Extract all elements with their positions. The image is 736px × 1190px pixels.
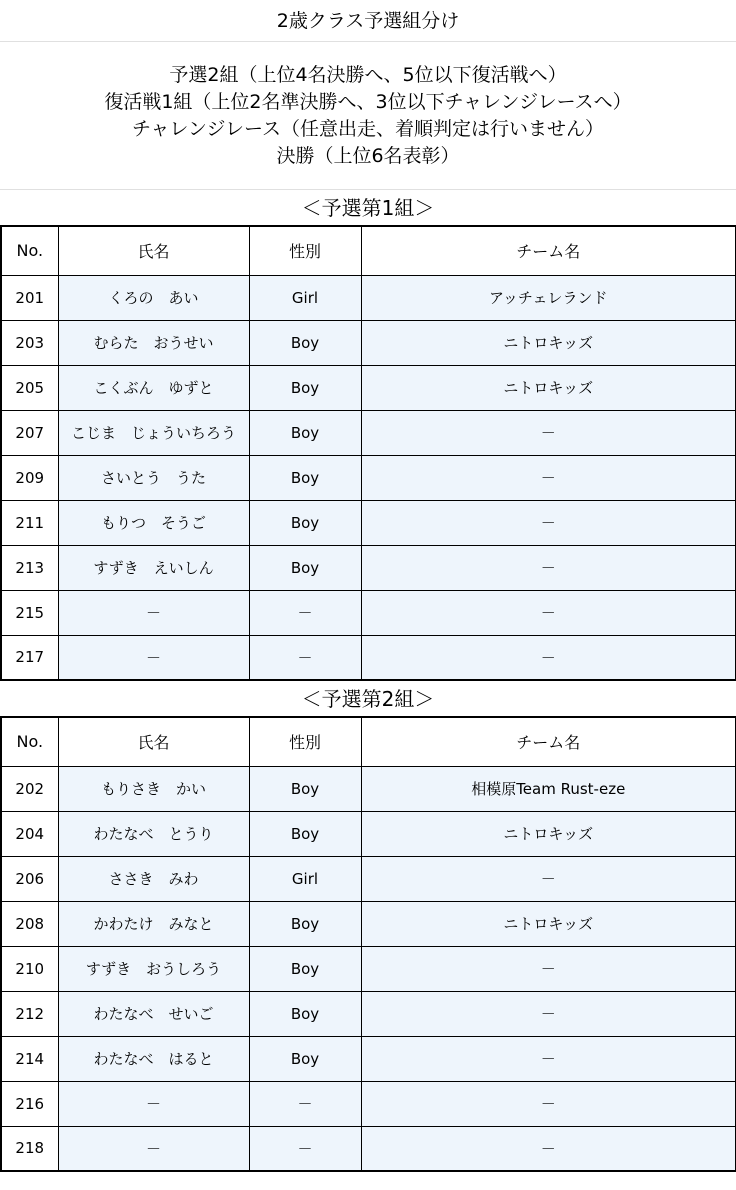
entry-team-cell: － (361, 991, 736, 1036)
table-row (1, 545, 736, 590)
entry-team-cell: － (361, 545, 736, 590)
entry-team-cell: － (361, 856, 736, 901)
entry-number-cell: 216 (1, 1081, 58, 1126)
entry-team-cell: － (361, 946, 736, 991)
entry-number-cell: 206 (1, 856, 58, 901)
entry-number-cell: 214 (1, 1036, 58, 1081)
entry-gender-cell: － (249, 635, 361, 680)
entry-name-cell: くろの あい (58, 275, 249, 320)
entry-team-cell: － (361, 410, 736, 455)
entry-team-cell: － (361, 1126, 736, 1171)
entry-gender-cell: Boy (249, 500, 361, 545)
rule-line: チャレンジレース（任意出走、着順判定は行いません） (131, 118, 605, 140)
table-header-row (1, 226, 736, 275)
entry-number-cell: 213 (1, 545, 58, 590)
entry-team-cell: アッチェレランド (361, 275, 736, 320)
entry-number-cell: 215 (1, 590, 58, 635)
entry-name-cell: かわたけ みなと (58, 901, 249, 946)
entry-name-cell: － (58, 590, 249, 635)
entry-name-cell: さいとう うた (58, 455, 249, 500)
table-header-row (1, 717, 736, 766)
entry-gender-cell: Boy (249, 991, 361, 1036)
entry-name-cell: － (58, 1126, 249, 1171)
column-header-no: No. (1, 226, 58, 275)
table-row (1, 500, 736, 545)
entry-gender-cell: Boy (249, 901, 361, 946)
entry-number-cell: 210 (1, 946, 58, 991)
column-header-name: 氏名 (58, 226, 249, 275)
entry-team-cell: － (361, 635, 736, 680)
entry-number-cell: 217 (1, 635, 58, 680)
entry-team-cell: － (361, 590, 736, 635)
column-header-team: チーム名 (361, 226, 736, 275)
entry-gender-cell: － (249, 590, 361, 635)
table-row (1, 901, 736, 946)
table-row (1, 1036, 736, 1081)
entry-name-cell: － (58, 1081, 249, 1126)
entry-gender-cell: Boy (249, 545, 361, 590)
column-header-gender: 性別 (249, 717, 361, 766)
entry-number-cell: 204 (1, 811, 58, 856)
entry-name-cell: わたなべ とうり (58, 811, 249, 856)
entry-number-cell: 201 (1, 275, 58, 320)
entry-number-cell: 209 (1, 455, 58, 500)
table-row (1, 635, 736, 680)
table-row (1, 766, 736, 811)
table-row (1, 365, 736, 410)
group-title: ＜予選第2組＞ (301, 687, 435, 711)
entry-number-cell: 218 (1, 1126, 58, 1171)
page-title: 2歳クラス予選組分け (0, 0, 736, 42)
entries-table (0, 716, 736, 1172)
entry-gender-cell: Boy (249, 320, 361, 365)
table-row (1, 320, 736, 365)
column-header-team: チーム名 (361, 717, 736, 766)
entry-name-cell: わたなべ せいご (58, 991, 249, 1036)
group-title: ＜予選第1組＞ (301, 196, 435, 220)
table-row (1, 275, 736, 320)
entry-team-cell: － (361, 455, 736, 500)
entry-gender-cell: Boy (249, 455, 361, 500)
entry-name-cell: すずき えいしん (58, 545, 249, 590)
entry-number-cell: 212 (1, 991, 58, 1036)
rules-block (0, 42, 736, 190)
table-row (1, 410, 736, 455)
entry-name-cell: すずき おうしろう (58, 946, 249, 991)
column-header-gender: 性別 (249, 226, 361, 275)
entry-team-cell: ニトロキッズ (361, 901, 736, 946)
entry-team-cell: － (361, 1081, 736, 1126)
entry-name-cell: むらた おうせい (58, 320, 249, 365)
table-row (1, 856, 736, 901)
entry-name-cell: わたなべ はると (58, 1036, 249, 1081)
table-row (1, 1126, 736, 1171)
table-row (1, 1081, 736, 1126)
entry-number-cell: 207 (1, 410, 58, 455)
table-row (1, 811, 736, 856)
rule-line: 予選2組（上位4名決勝へ、5位以下復活戦へ） (169, 64, 567, 86)
entry-name-cell: もりつ そうご (58, 500, 249, 545)
column-header-name: 氏名 (58, 717, 249, 766)
entry-name-cell: － (58, 635, 249, 680)
table-row (1, 590, 736, 635)
entry-name-cell: ささき みわ (58, 856, 249, 901)
entry-gender-cell: － (249, 1126, 361, 1171)
entry-gender-cell: － (249, 1081, 361, 1126)
entry-number-cell: 205 (1, 365, 58, 410)
entry-gender-cell: Boy (249, 410, 361, 455)
entry-name-cell: もりさき かい (58, 766, 249, 811)
entry-gender-cell: Boy (249, 811, 361, 856)
table-row (1, 991, 736, 1036)
entry-gender-cell: Girl (249, 275, 361, 320)
entry-team-cell: － (361, 1036, 736, 1081)
groups-container (0, 190, 736, 1172)
table-row (1, 455, 736, 500)
entry-name-cell: こくぶん ゆずと (58, 365, 249, 410)
entries-table (0, 225, 736, 681)
entry-team-cell: － (361, 500, 736, 545)
entry-number-cell: 202 (1, 766, 58, 811)
entry-number-cell: 203 (1, 320, 58, 365)
column-header-no: No. (1, 717, 58, 766)
entry-number-cell: 211 (1, 500, 58, 545)
entry-gender-cell: Boy (249, 1036, 361, 1081)
entry-gender-cell: Boy (249, 766, 361, 811)
entry-team-cell: ニトロキッズ (361, 811, 736, 856)
entry-team-cell: 相模原Team Rust-eze (361, 766, 736, 811)
entry-team-cell: ニトロキッズ (361, 365, 736, 410)
entry-gender-cell: Boy (249, 946, 361, 991)
rule-line: 復活戦1組（上位2名準決勝へ、3位以下チャレンジレースへ） (104, 91, 632, 113)
entry-gender-cell: Boy (249, 365, 361, 410)
table-row (1, 946, 736, 991)
entry-number-cell: 208 (1, 901, 58, 946)
entry-gender-cell: Girl (249, 856, 361, 901)
rule-line: 決勝（上位6名表彰） (276, 145, 460, 167)
entry-name-cell: こじま じょういちろう (58, 410, 249, 455)
entry-team-cell: ニトロキッズ (361, 320, 736, 365)
